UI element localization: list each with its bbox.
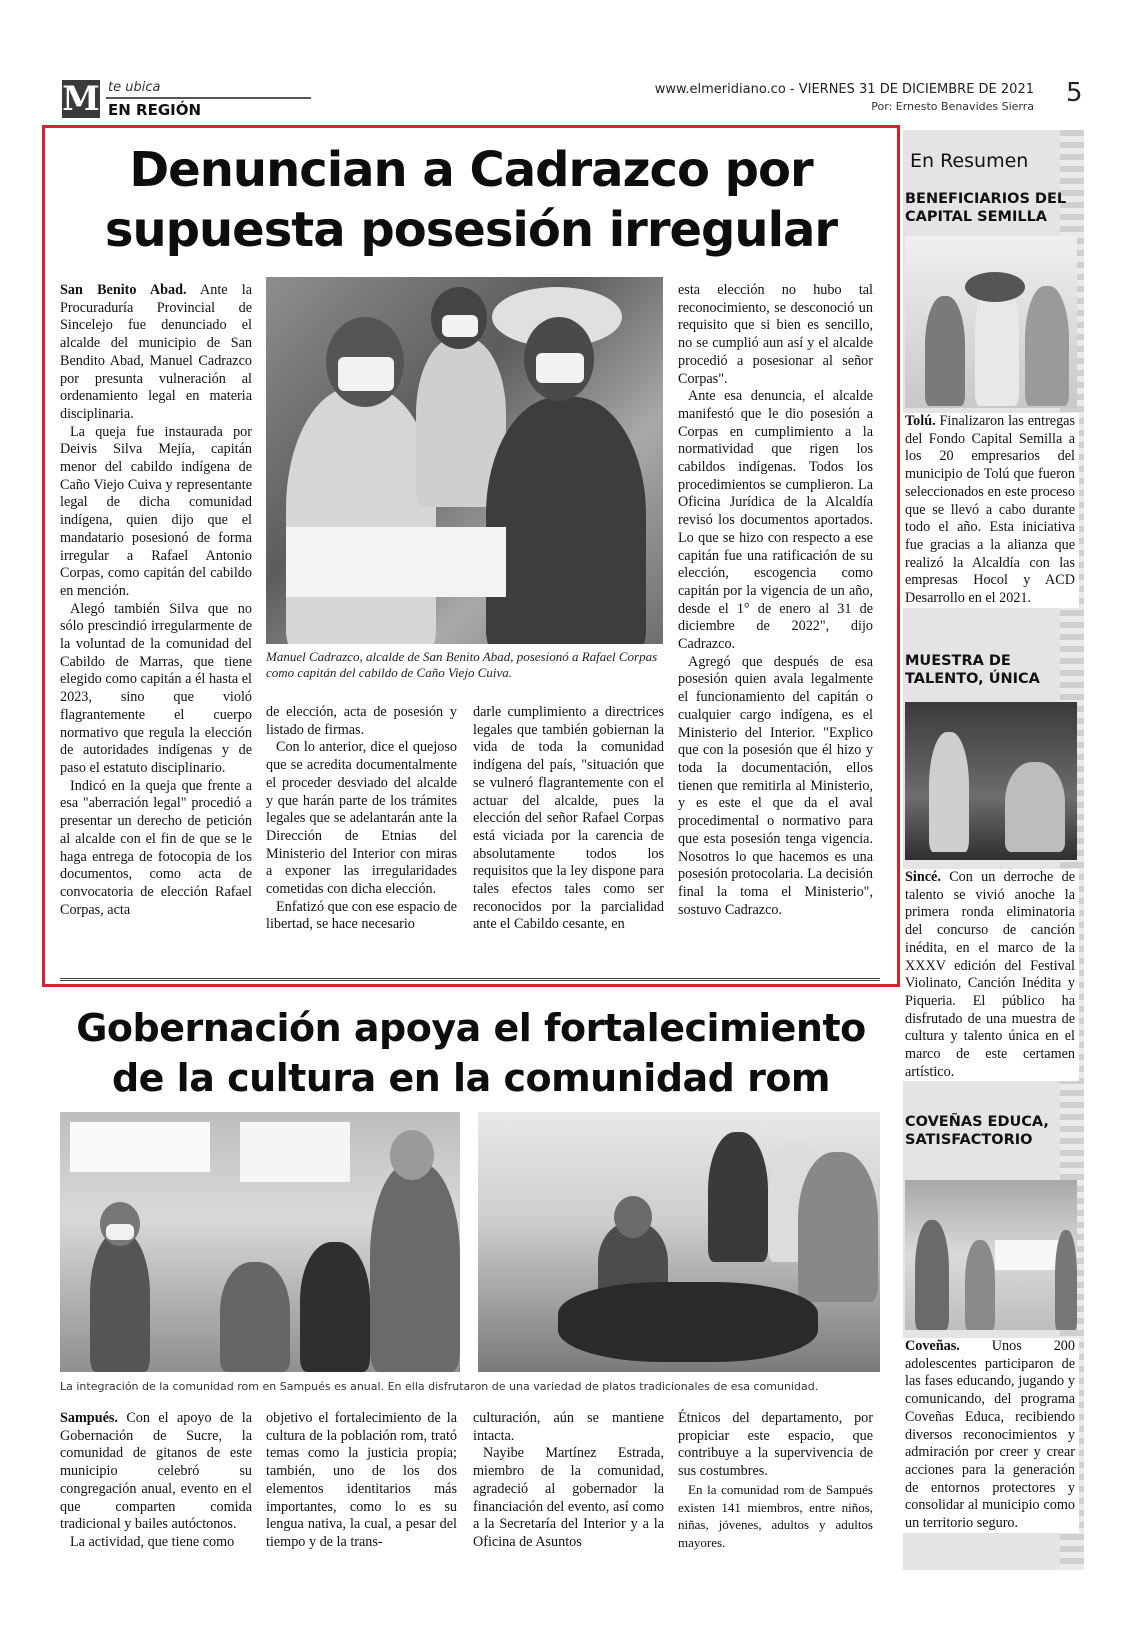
sidebar-photo-talento (905, 702, 1077, 860)
article2-paragraph: culturación, aún se mantiene intacta. (473, 1410, 664, 1444)
article2-column-1 (60, 1410, 252, 1552)
article2-photo-left (60, 1112, 460, 1372)
article2-paragraph: Con el apoyo de la Gobernación de Sucre, la comunidad de gitanos de este municipio celebró su congregación anual, evento en el que comparten comida tradicional y bailes autóctonos. (60, 1410, 252, 1533)
sidebar-item-text (903, 1338, 1079, 1533)
article2-headline (56, 1003, 886, 1103)
article1-headline (50, 140, 892, 260)
article2-headline-line1: Gobernación apoya el fortalecimiento (76, 1006, 866, 1050)
sidebar-item-heading: BENEFICIARIOS DEL CAPITAL SEMILLA (905, 191, 1067, 225)
article1-headline-line1: Denuncian a Cadrazco por (129, 142, 813, 198)
sidebar-item-dateline: Sincé. (905, 869, 941, 885)
newspaper-logo: M (62, 79, 100, 119)
article1-dateline: San Benito Abad. (60, 282, 187, 298)
page-number: 5 (1066, 78, 1083, 108)
sidebar-item-body: Unos 200 adolescentes participaron de las fases educando, jugando y comunicando, del programa Coveñas Educa, recibiendo diversos reconocimientos y admiración por creer y crear acciones para la generación de entornos protectores y consolidar al municipio como un territorio seguro. (905, 1338, 1075, 1532)
article1-paragraph: Ante esa denuncia, el alcalde manifestó que le dio posesión a Corpas en cumplimiento a la normatividad que rigen los cabildos indígenas. Todos los procedimientos se cumplieron. La Oficina Jurídica de la Alcaldía revisó los documentos aportados. Lo que se hizo con respecto a ese capitán fue una ratificación de su elección, escogencia como capitán por la vigencia de un año, desde el 1° de enero al 31 de diciembre de 2022", dijo Cadrazco. (678, 388, 873, 653)
article1-headline-line2: supuesta posesión irregular (104, 202, 838, 258)
sidebar-title: En Resumen (910, 150, 1029, 172)
byline: Por: Ernesto Benavides Sierra (871, 100, 1034, 113)
sidebar-item-heading: COVEÑAS EDUCA, SATISFACTORIO (905, 1114, 1049, 1148)
article2-paragraph: Étnicos del departamento, por propiciar este espacio, que contribuye a la supervivencia de sus costumbres. (678, 1410, 873, 1480)
article2-paragraph: objetivo el fortalecimiento de la cultura de la población rom, trató temas como la justicia propia; también, uno de los dos elementos identitarios más importantes, como lo es su lengua nativa, la cual, a pesar del tiempo y de la trans- (266, 1410, 457, 1550)
article1-paragraph: esta elección no hubo tal reconocimiento, se desconoció un requisito que si bien es sencillo, no se cumplió aun así y el alcalde procedió a posesionar al señor Corpas". (678, 282, 873, 387)
article1-column-2 (266, 704, 457, 934)
sidebar-photo-capital-semilla (905, 236, 1077, 408)
sidebar-item-heading: MUESTRA DE TALENTO, ÚNICA (905, 653, 1040, 687)
article1-paragraph: Agregó que después de esa posesión quien avala legalmente el funcionamiento del capitán o cualquier cargo indígena, es el Ministerio del Interior. "Explico que con la posesión que él hizo y toda la documentación, ellos tienen que remitirla al Ministerio, y es este el que da el aval procedimental o normativo para que esta posesión tenga vigencia. Nosotros lo que hacemos es una posesión protocolaria. La decisión final la toma el Ministerio", sostuvo Cadrazco. (678, 653, 873, 918)
site-date-line: www.elmeridiano.co - VIERNES 31 DE DICIEMBRE DE 2021 (654, 82, 1034, 97)
section-name: EN REGIÓN (108, 101, 202, 119)
sidebar-item-text (903, 869, 1079, 1081)
sidebar-photo-covenas (905, 1180, 1077, 1330)
article1-paragraph: darle cumplimiento a directrices legales que también gobiernan la vida de toda la comunidad indígena del país, "situación que se vulneró flagrantemente con el actuar del alcalde, pues la elección del señor Rafael Corpas está viciada por la carencia de absolutamente todos los requisitos que la ley dispone para tales efectos tales como ser reconocidos por la parcialidad ante el Cabildo cesante, en (473, 704, 664, 933)
section-rule (106, 97, 311, 99)
article1-column-4 (678, 282, 873, 919)
article2-headline-line2: de la cultura en la comunidad rom (111, 1056, 831, 1100)
article2-dateline: Sampués. (60, 1410, 118, 1426)
sidebar-item-dateline: Tolú. (905, 413, 936, 429)
article1-paragraph: Con lo anterior, dice el quejoso que se acredita documentalmente el proceder desviado del alcalde y que harán parte de los trámites legales que se adelantarán ante la Dirección de Etnias del Ministerio del Interior con miras a exponer las irregularidades cometidas con dicha elección. (266, 739, 457, 898)
article2-column-2 (266, 1410, 457, 1552)
article2-photo-right (478, 1112, 880, 1372)
article2-column-4 (678, 1410, 873, 1552)
sidebar-item-body: Con un derroche de talento se vivió anoche la primera ronda eliminatoria del concurso de canción inédita, en el marco de la XXXV edición del Festival Violinato, Canción Inédita y Piqueria. El público ha disfrutado de una muestra de cultura y talento única en el marco de este certamen artístico. (905, 869, 1075, 1080)
article2-paragraph: La actividad, que tiene como (70, 1533, 235, 1550)
article1-photo-caption: Manuel Cadrazco, alcalde de San Benito Abad, posesionó a Rafael Corpas como capitán del cabildo de Caño Viejo Cuiva. (266, 649, 658, 680)
article1-paragraph: La queja fue instaurada por Deivis Silva Mejía, capitán menor del cabildo indígena de Caño Viejo Cuiva y representante legal de dicha comunidad indígena, quien dijo que el mandatario posesionó de forma irregular a Rafael Antonio Corpas, como capitán del cabildo en mención. (60, 423, 252, 599)
sidebar-item-body: Finalizaron las entregas del Fondo Capital Semilla a los 20 empresarios del municipio de Tolú que fueron seleccionados en este proceso que se llevó a cabo durante todo el año. Esta iniciativa fue gracias a la alianza que realizó la Alcaldía con las empresas Hocol y ACD Desarrollo en el 2021. (905, 413, 1075, 607)
article1-column-1 (60, 282, 252, 919)
section-kicker: te ubica (108, 80, 161, 95)
article2-column-3 (473, 1410, 664, 1552)
article1-photo (266, 277, 663, 644)
article2-photo-caption: La integración de la comunidad rom en Sampués es anual. En ella disfrutaron de una variedad de platos tradicionales de esa comunidad. (60, 1380, 819, 1393)
article1-paragraph: Ante la Procuraduría Provincial de Sincelejo fue denunciado el alcalde del municipio de San Bendito Abad, Manuel Cadrazco por presunta vulneración al ordenamiento legal en materia disciplinaria. (60, 282, 252, 422)
article-divider (60, 978, 880, 987)
sidebar-item-dateline: Coveñas. (905, 1338, 960, 1354)
article2-paragraph: Nayibe Martínez Estrada, miembro de la comunidad, agradeció al gobernador la financiación del evento, así como a la Secretaría del Interior y a la Oficina de Asuntos (473, 1445, 664, 1550)
sidebar-item-text (903, 413, 1079, 608)
article1-paragraph: Alegó también Silva que no sólo prescindió irregularmente de la voluntad de la comunidad del Cabildo de Marras, que tiene elegido como capitán a él hasta el 2023, sino que violó flagrantemente el cuerpo normativo que regula la elección de autoridades indígenas y de paso el estatuto disciplinario. (60, 600, 252, 776)
article1-column-3 (473, 704, 664, 934)
article1-paragraph: Indicó en la queja que frente a esa "aberración legal" procedió a presentar un derecho de petición al alcalde con el fin de que se le haga entrega de fotocopia de los documentos, como acta de convocatoria de elección Rafael Corpas, acta (60, 777, 252, 918)
article1-paragraph: Enfatizó que con ese espacio de libertad, se hace necesario (266, 898, 457, 933)
article2-paragraph: En la comunidad rom de Sampués existen 141 miembros, entre niños, niñas, jóvenes, adultos y adultos mayores. (678, 1481, 873, 1550)
article1-paragraph: de elección, acta de posesión y listado de firmas. (266, 704, 457, 738)
